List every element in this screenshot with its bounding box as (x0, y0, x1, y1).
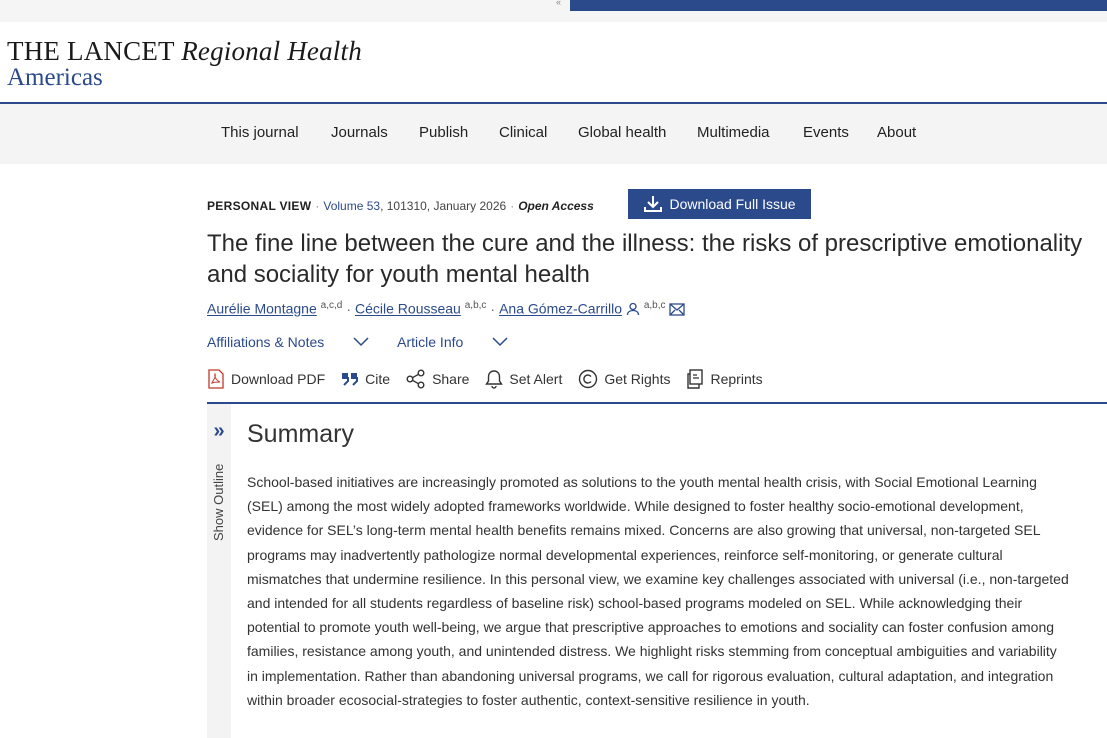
reprints-button[interactable] (686, 369, 762, 389)
nav-multimedia[interactable]: Multimedia (697, 124, 770, 141)
nav-publish[interactable]: Publish (419, 124, 469, 141)
summary-line: mismatches that undermine resilience. In this personal view, we examine key challenges associated with universal (i.e., non-targeted (247, 570, 1069, 587)
brand-sub[interactable]: Americas (7, 64, 103, 91)
summary-line: evidence for SEL’s long-term mental health benefits remains mixed. Concerns are also growing that universal, non-targeted SEL (247, 522, 1041, 539)
article-actions (207, 369, 763, 389)
brand-main: THE LANCET (7, 36, 175, 66)
summary-line: families, resistance among youth, and unintended distress. We highlight risks stemming from conceptual ambiguities and variability (247, 643, 1057, 660)
open-access-label: Open Access (518, 199, 594, 213)
download-pdf-button[interactable] (207, 369, 325, 389)
article-info-toggle[interactable] (397, 334, 508, 350)
share-label: Share (432, 371, 470, 387)
article-citation: 101310, January 2026 (386, 199, 507, 213)
download-pdf-label: Download PDF (231, 371, 326, 387)
copyright-icon (578, 369, 598, 389)
meta-separator: · (510, 199, 515, 213)
summary-line: (SEL) among the most widely adopted frameworks worldwide. While designed to foster healthy socio-emotional development, (247, 498, 1024, 515)
main-nav (0, 104, 1107, 164)
author-affiliation-sup: a,b,c (464, 300, 487, 311)
author-link[interactable]: Aurélie Montagne (207, 300, 317, 317)
share-button[interactable] (406, 369, 469, 389)
person-icon (626, 302, 640, 316)
get-rights-label: Get Rights (604, 371, 671, 387)
author-link[interactable]: Ana Gómez-Carrillo (499, 300, 623, 317)
summary-line: programs may inadvertently pathologize normal developmental experiences, reinforce self-monitoring, or generate cultural (247, 546, 1003, 563)
top-bar-marker: « (556, 0, 562, 7)
article-type: PERSONAL VIEW (207, 199, 312, 213)
summary-line: School-based initiatives are increasingly promoted as solutions to the youth mental health crisis, with Social Emotional Learning (247, 474, 1037, 490)
summary-line: within broader ecosocial-strategies to foster authentic, context-sensitive resilience in youth. (247, 691, 810, 708)
bell-icon (485, 369, 503, 389)
top-banner (570, 0, 1107, 11)
download-full-issue-button[interactable] (628, 189, 811, 219)
summary-line: potential to promote youth well-being, we argue that prescriptive approaches to emotions and sociality can foster confusion among (247, 619, 1055, 636)
download-full-issue-label: Download Full Issue (669, 196, 796, 212)
article-links (207, 334, 532, 350)
author-list (207, 300, 685, 317)
show-outline-label[interactable]: Show Outline (211, 463, 226, 541)
author-separator: · (346, 300, 351, 317)
author-separator: · (490, 300, 496, 317)
nav-clinical[interactable]: Clinical (499, 124, 548, 141)
cite-label: Cite (365, 371, 391, 387)
affiliations-toggle[interactable] (207, 334, 369, 350)
reprints-icon (686, 369, 704, 389)
article-info-label: Article Info (397, 334, 464, 350)
cite-button[interactable] (341, 369, 390, 389)
reprints-label: Reprints (710, 371, 763, 387)
nav-this-journal[interactable]: This journal (221, 124, 299, 141)
nav-global-health[interactable]: Global health (578, 124, 667, 141)
author-affiliation-sup: a,b,c (643, 300, 666, 311)
double-chevron-right-icon[interactable]: » (213, 420, 225, 442)
actions-divider (207, 402, 1107, 404)
quote-icon (341, 372, 359, 386)
nav-journals[interactable]: Journals (331, 124, 388, 141)
share-icon (406, 369, 426, 389)
article-meta: PERSONAL VIEW · Volume 53, 101310, January 2026 · Open Access (207, 199, 594, 213)
nav-events[interactable]: Events (803, 124, 849, 141)
chevron-down-icon (353, 337, 369, 347)
summary-line: and intended for all students regardless of baseline risk) school-based programs modeled on SEL. While acknowledging their (247, 594, 1023, 611)
summary-text (247, 470, 1107, 712)
set-alert-label: Set Alert (509, 371, 563, 387)
email-icon[interactable] (669, 303, 685, 316)
summary-heading: Summary (247, 420, 354, 448)
get-rights-button[interactable] (578, 369, 670, 389)
brand-italic: Regional Health (181, 36, 362, 66)
author-link[interactable]: Cécile Rousseau (355, 300, 461, 317)
chevron-down-icon (492, 337, 508, 347)
summary-line: in implementation. Rather than abandoning universal programs, we call for rigorous evaluation, cultural adaptation, and integration (247, 667, 1054, 684)
journal-logo[interactable] (7, 36, 362, 67)
site-header (0, 22, 1107, 102)
nav-about[interactable]: About (877, 124, 917, 141)
meta-separator: · (315, 199, 320, 213)
article-title: The fine line between the cure and the illness: the risks of prescriptive emotionality and sociality for youth mental health (207, 230, 1083, 288)
set-alert-button[interactable] (485, 369, 562, 389)
pdf-icon (207, 369, 225, 389)
author-affiliation-sup: a,c,d (320, 300, 343, 311)
outline-sidebar[interactable] (207, 404, 231, 738)
download-icon (643, 195, 663, 213)
affiliations-label: Affiliations & Notes (207, 334, 325, 350)
volume-link[interactable]: Volume 53 (323, 199, 381, 213)
